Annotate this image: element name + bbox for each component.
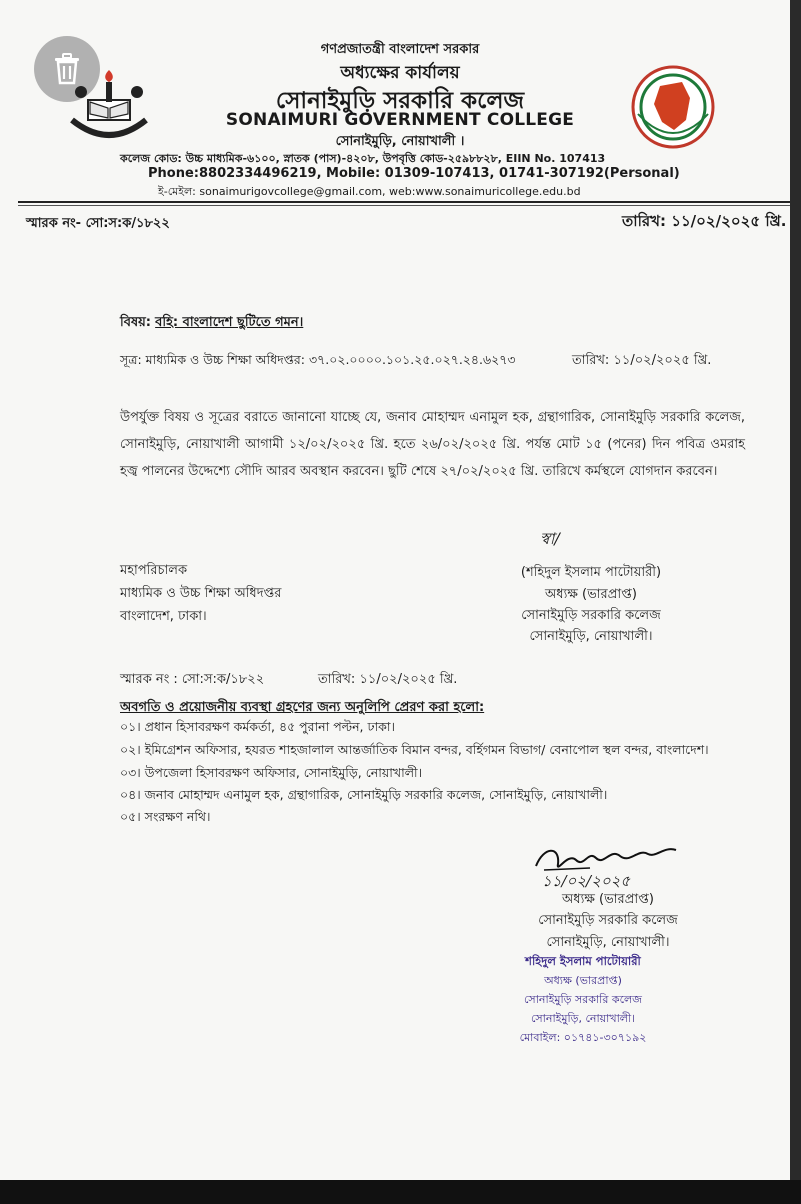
copy-item: ০৪। জনাব মোহাম্মদ এনামুল হক, গ্রন্থাগারিক, সোনাইমুড়ি সরকারি কলেজ, সোনাইমুড়ি, নোয়াখালী।	[120, 787, 608, 802]
header-divider	[18, 201, 790, 203]
office-title: অধ্যক্ষের কার্যালয়	[340, 63, 460, 83]
subject-text: বহি: বাংলাদেশ ছুটিতে গমন।	[155, 315, 304, 330]
college-codes: কলেজ কোড: উচ্চ মাধ্যমিক-৬১০০, স্নাতক (পাস)-৪২০৮, উপবৃত্তি কোড-২৫৯৮৮২৮, EIIN No. 107413	[120, 152, 606, 165]
copy-item: ০২। ইমিগ্রেশন অফিসার, হযরত শাহজালাল আন্তর্জাতিক বিমান বন্দর, বর্হিগমন বিভাগ/ বেনাপোল স্থল বন্দর, বাংলাদেশ।	[120, 742, 709, 757]
copy-memo-number: স্মারক নং : সো:স:ক/১৮২২	[120, 672, 265, 687]
copy-heading: অবগতি ও প্রয়োজনীয় ব্যবস্থা গ্রহণের জন্য অনুলিপি প্রেরণ করা হলো:	[120, 700, 485, 715]
college-name-en: SONAIMURI GOVERNMENT COLLEGE	[225, 110, 575, 130]
header-divider-thin	[18, 205, 790, 206]
recipient-line: মহাপরিচালক	[120, 563, 188, 578]
signatory-line: সোনাইমুড়ি সরকারি কলেজ	[521, 608, 661, 623]
copy-date: তারিখ: ১১/০২/২০২৫ খ্রি.	[318, 672, 458, 687]
recipient-line: বাংলাদেশ, ঢাকা।	[120, 609, 207, 624]
copy-item: ০৩। উপজেলা হিসাবরক্ষণ অফিসার, সোনাইমুড়ি, নোয়াখালী।	[120, 765, 423, 780]
signature-date: ১১/০২/২০২৫	[542, 872, 631, 890]
stamp-line: অধ্যক্ষ (ভারপ্রাপ্ত)	[544, 974, 622, 987]
college-email-web: ই-মেইল: sonaimurigovcollege@gmail.com, web:www.sonaimuricollege.edu.bd	[158, 185, 581, 198]
bottom-bar	[0, 1180, 801, 1204]
memo-number: স্মারক নং- সো:স:ক/১৮২২	[26, 216, 170, 231]
signatory-name: (শহিদুল ইসলাম পাটোয়ারী)	[520, 565, 662, 580]
reference-line: সূত্র: মাধ্যমিক ও উচ্চ শিক্ষা অধিদপ্তর: ৩৭.০২.০০০০.১০১.২৫.০২৭.২৪.৬২৭৩	[120, 352, 516, 367]
stamp-mobile: মোবাইল: ০১৭৪১-৩০৭১৯২	[519, 1031, 647, 1044]
copy-signatory-line: অধ্যক্ষ (ভারপ্রাপ্ত)	[562, 892, 654, 907]
copy-signatory-line: সোনাইমুড়ি, নোয়াখালী।	[546, 935, 670, 950]
government-name: গণপ্রজাতন্ত্রী বাংলাদেশ সরকার	[320, 42, 480, 57]
signatory-line: সোনাইমুড়ি, নোয়াখালী।	[529, 629, 653, 644]
subject-line	[120, 313, 303, 334]
college-logo	[64, 68, 154, 146]
page-edge	[790, 0, 801, 1180]
official-stamp	[488, 953, 678, 1048]
college-phone: Phone:8802334496219, Mobile: 01309-107413, 01741-307192(Personal)	[148, 166, 680, 181]
reference-date: তারিখ: ১১/০২/২০২৫ খ্রি.	[572, 353, 712, 368]
copy-item: ০৫। সংরক্ষণ নথি।	[120, 809, 211, 824]
college-name-bn: সোনাইমুড়ি সরকারি কলেজ	[275, 88, 525, 114]
letter-body: উপর্যুক্ত বিষয় ও সূত্রের বরাতে জানানো যাচ্ছে যে, জনাব মোহাম্মদ এনামুল হক, গ্রন্থাগারিক, সোনাইমুড়ি সরকারি কলেজ, সোনাইমুড়ি, নোয়াখালী আগামী ১২/০২/২০২৫ খ্রি. হতে ২৬/০২/২০২৫ খ্রি. পর্যন্ত মোট ১৫ (পনের) দিন পবিত্র ওমরাহ হজ্ব পালনের উদ্দেশ্যে সৌদি আরব অবস্থান করবেন। ছুটি শেষে ২৭/০২/২০২৫ খ্রি. তারিখে কর্মস্থলে যোগদান করবেন।	[120, 410, 745, 479]
recipient-line: মাধ্যমিক ও উচ্চ শিক্ষা অধিদপ্তর	[120, 586, 282, 601]
copy-item: ০১। প্রধান হিসাবরক্ষণ কর্মকর্তা, ৪৫ পুরানা পল্টন, ঢাকা।	[120, 719, 396, 734]
signature-mark: স্বা/	[540, 529, 560, 548]
college-address: সোনাইমুড়ি, নোয়াখালী ।	[335, 134, 465, 149]
copy-signatory-line: সোনাইমুড়ি সরকারি কলেজ	[538, 913, 678, 928]
stamp-name: শহিদুল ইসলাম পাটোয়ারী	[525, 954, 641, 968]
stamp-line: সোনাইমুড়ি সরকারি কলেজ	[523, 993, 643, 1006]
signatory-line: অধ্যক্ষ (ভারপ্রাপ্ত)	[545, 587, 637, 602]
subject-label: বিষয়:	[120, 315, 151, 330]
letter-date: তারিখ: ১১/০২/২০২৫ খ্রি.	[622, 212, 787, 230]
stamp-line: সোনাইমুড়ি, নোয়াখালী।	[530, 1012, 636, 1025]
